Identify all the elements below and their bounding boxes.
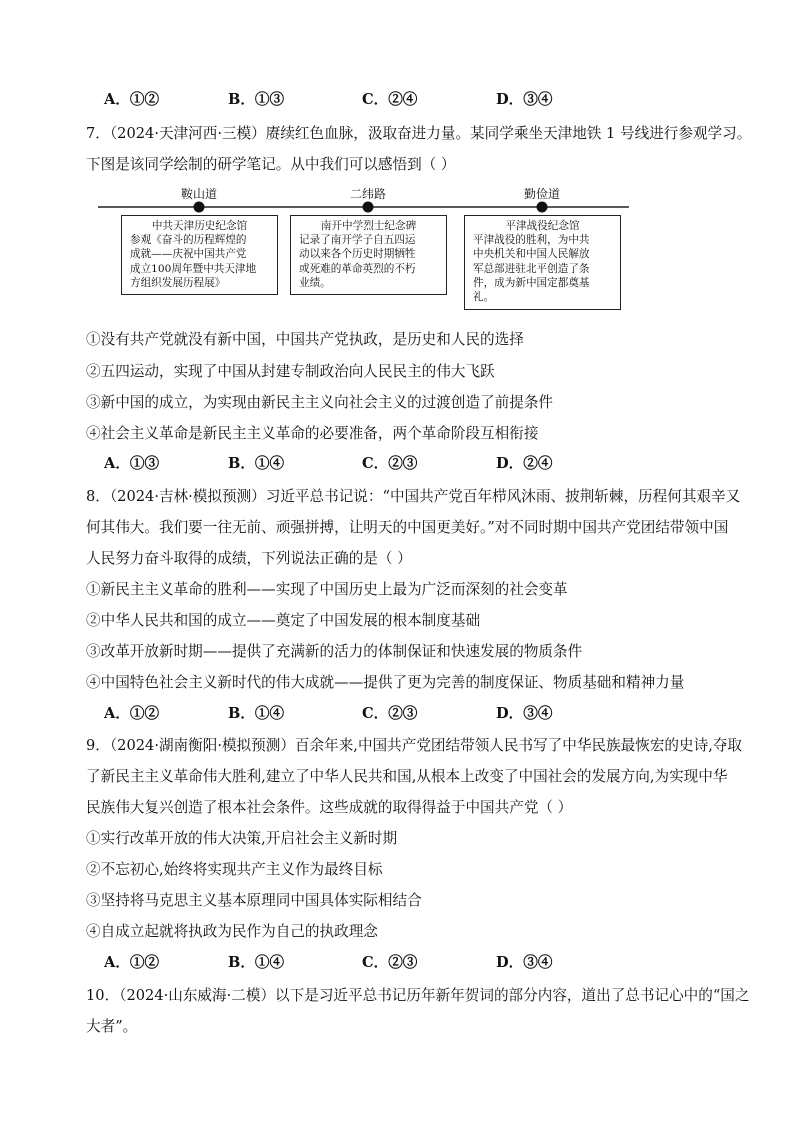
q6-option-d[interactable]: D．③④ — [496, 91, 553, 108]
q7-statement-2: ②五四运动，实现了中国从封建专制政治向人民民主的伟大飞跃 — [86, 363, 495, 380]
q6-option-a[interactable]: A．①② — [104, 91, 160, 108]
card-title: 南开中学烈士纪念碑 — [320, 220, 417, 232]
q10-stem-line-2: 大者”。 — [86, 1018, 138, 1035]
q6-option-b[interactable]: B．①③ — [228, 91, 285, 108]
card-line: 平津战役的胜利，为中共 — [473, 234, 590, 247]
card-line: 参观《奋斗的历程辉煌的 — [130, 234, 247, 247]
q8-option-b[interactable]: B．①④ — [228, 705, 285, 722]
q9-option-d[interactable]: D．③④ — [496, 954, 553, 971]
card-line: 军总部进驻北平创造了条 — [473, 262, 590, 275]
card-line: 记录了南开学子自五四运 — [299, 234, 416, 247]
q8-stem-line-1: 8．（2024·吉林·模拟预测）习近平总书记说：“中国共产党百年栉风沐雨、披荆斩棘，历程何其艰辛又 — [86, 488, 741, 505]
q8-statement-3: ③改革开放新时期——提供了充满新的活力的体制保证和快速发展的物质条件 — [86, 643, 583, 660]
q9-statement-4: ④自成立起就将执政为民作为自己的执政理念 — [86, 923, 378, 940]
q8-option-c[interactable]: C．②③ — [362, 705, 418, 722]
q6-option-c[interactable]: C．②④ — [362, 91, 418, 108]
card-line: 件，成为新中国定都奠基 — [473, 276, 590, 289]
station-label-anshandao: 鞍山道 — [180, 187, 218, 201]
station-label-erweilu: 二纬路 — [349, 187, 387, 201]
station-dot-anshandao — [194, 202, 205, 213]
q7-stem-line-2: 下图是该同学绘制的研学笔记。从中我们可以感悟到（ ） — [86, 156, 456, 173]
q10-stem-line-1: 10．（2024·山东威海·二模）以下是习近平总书记历年新年贺词的部分内容，道出了总书记心中的“国之 — [86, 987, 750, 1004]
q7-option-c[interactable]: C．②③ — [362, 455, 418, 472]
card-title: 平津战役纪念馆 — [505, 220, 580, 232]
card-line: 动以来各个历史时期牺牲 — [299, 248, 416, 261]
card-line: 成就——庆祝中国共产党 — [130, 248, 247, 261]
q7-option-b[interactable]: B．①④ — [228, 455, 285, 472]
q7-statement-3: ③新中国的成立，为实现由新民主主义向社会主义的过渡创造了前提条件 — [86, 394, 554, 411]
card-title: 中共天津历史纪念馆 — [151, 220, 248, 232]
q8-stem-line-2: 何其伟大。我们要一往无前、顽强拼搏，让明天的中国更美好。”对不同时期中国共产党团结带领中国 — [86, 519, 729, 536]
card-line: 或死难的革命英烈的不朽 — [299, 262, 416, 275]
card-line: 业绩。 — [299, 276, 331, 289]
q9-option-b[interactable]: B．①④ — [228, 954, 285, 971]
card-tianjin-history-museum — [121, 215, 278, 295]
q8-option-d[interactable]: D．③④ — [496, 705, 553, 722]
station-label-qinjiandao: 勤俭道 — [523, 187, 561, 201]
q8-statement-2: ②中华人民共和国的成立——奠定了中国发展的根本制度基础 — [86, 612, 481, 629]
q9-option-a[interactable]: A．①② — [104, 954, 160, 971]
q9-option-c[interactable]: C．②③ — [362, 954, 418, 971]
q8-statement-1: ①新民主主义革命的胜利——实现了中国历史上最为广泛而深刻的社会变革 — [86, 581, 568, 598]
card-line: 礼。 — [473, 291, 495, 304]
q9-stem-line-1: 9．（2024·湖南衡阳·模拟预测）百余年来,中国共产党团结带领人民书写了中华民族最恢宏的史诗,夺取 — [86, 737, 743, 754]
q9-stem-line-3: 民族伟大复兴创造了根本社会条件。这些成就的取得得益于中国共产党（ ） — [86, 799, 573, 816]
station-dot-qinjiandao — [537, 202, 548, 213]
q7-option-a[interactable]: A．①③ — [104, 455, 160, 472]
q7-option-d[interactable]: D．②④ — [496, 455, 553, 472]
card-line: 成立100周年暨中共天津地 — [130, 262, 257, 275]
q7-statement-1: ①没有共产党就没有新中国，中国共产党执政，是历史和人民的选择 — [86, 331, 524, 348]
q9-statement-3: ③坚持将马克思主义基本原理同中国具体实际相结合 — [86, 892, 422, 909]
q8-statement-4: ④中国特色社会主义新时代的伟大成就——提供了更为完善的制度保证、物质基础和精神力量 — [86, 674, 685, 691]
q8-stem-line-3: 人民努力奋斗取得的成绩，下列说法正确的是（ ） — [86, 550, 412, 567]
q9-stem-line-2: 了新民主主义革命伟大胜利,建立了中华人民共和国,从根本上改变了中国社会的发展方向,为实现中华 — [86, 768, 728, 785]
card-pingjin-campaign-museum — [464, 215, 621, 310]
q8-option-a[interactable]: A．①② — [104, 705, 160, 722]
station-dot-erweilu — [363, 202, 374, 213]
q7-stem-line-1: 7．（2024·天津河西·三模）赓续红色血脉，汲取奋进力量。某同学乘坐天津地铁 1 号线进行参观学习。 — [86, 125, 752, 142]
q9-statement-2: ②不忘初心,始终将实现共产主义作为最终目标 — [86, 861, 383, 878]
card-line: 中央机关和中国人民解放 — [473, 248, 590, 261]
card-line: 方组织发展历程展》 — [130, 276, 226, 289]
q9-statement-1: ①实行改革开放的伟大决策,开启社会主义新时期 — [86, 830, 398, 847]
card-nankai-memorial — [290, 215, 447, 295]
q7-statement-4: ④社会主义革命是新民主主义革命的必要准备，两个革命阶段互相衔接 — [86, 425, 539, 442]
